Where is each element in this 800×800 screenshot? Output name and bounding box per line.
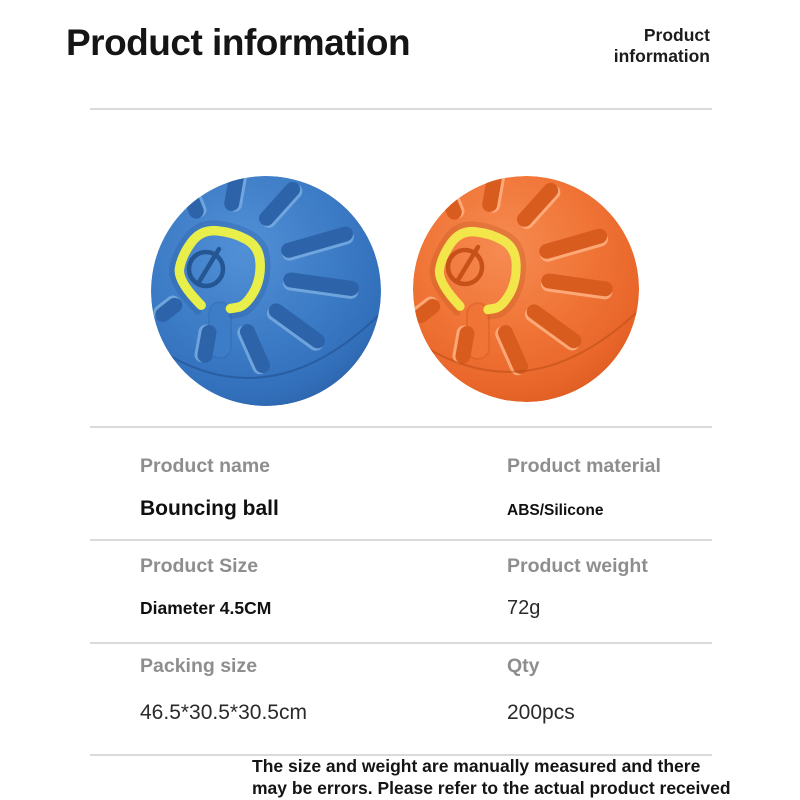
divider-row3	[90, 642, 712, 644]
disclaimer-text: The size and weight are manually measured and there may be errors. Please refer to the actual product received	[252, 756, 731, 798]
orange-ball-image	[408, 165, 639, 402]
blue-ball-image	[150, 164, 381, 406]
divider-row1	[90, 426, 712, 428]
label-product-size: Product Size	[140, 555, 259, 577]
page-title: Product information	[66, 22, 411, 63]
corner-title-line1: Product	[643, 25, 710, 45]
value-product-weight: 72g	[507, 597, 541, 619]
value-packing-size: 46.5*30.5*30.5cm	[140, 701, 307, 724]
label-qty: Qty	[507, 655, 540, 677]
divider-top	[90, 108, 712, 110]
label-product-name: Product name	[140, 455, 271, 477]
label-product-weight: Product weight	[507, 555, 648, 577]
label-packing-size: Packing size	[140, 655, 258, 677]
value-product-name: Bouncing ball	[140, 497, 279, 520]
label-product-material: Product material	[507, 455, 661, 477]
value-product-material: ABS/Silicone	[507, 502, 604, 519]
corner-title	[614, 25, 710, 67]
divider-row2	[90, 539, 712, 541]
corner-title-line2: information	[613, 46, 710, 66]
value-qty: 200pcs	[507, 701, 575, 724]
product-photos	[100, 140, 700, 440]
value-product-size: Diameter 4.5CM	[140, 598, 272, 618]
